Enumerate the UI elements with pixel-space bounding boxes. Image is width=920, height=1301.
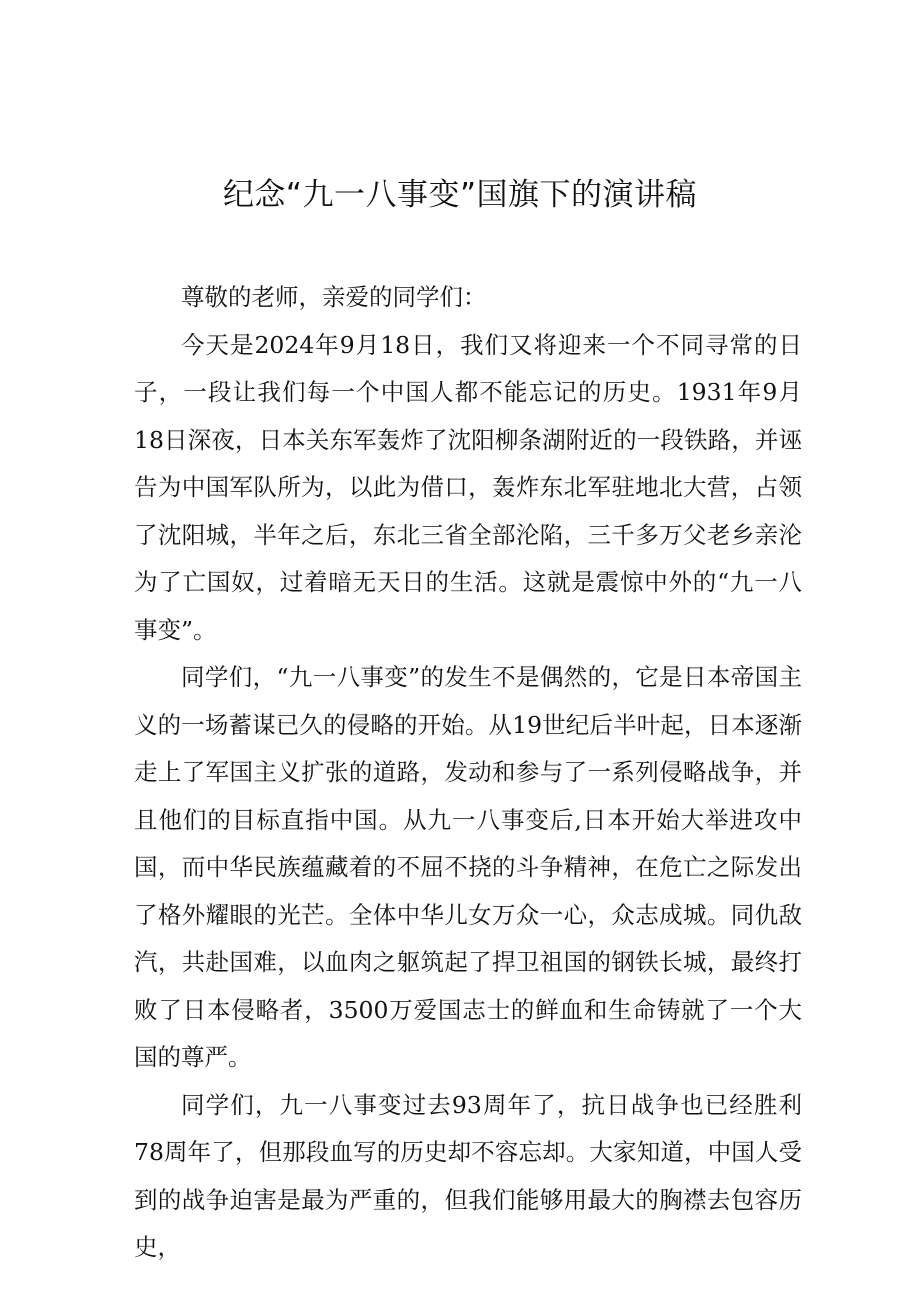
paragraph-1: 今天是2024年9月18日，我们又将迎来一个不同寻常的日子，一段让我们每一个中国人都不能忘记的历史。1931年9月18日深夜，日本关东军轰炸了沈阳柳条湖附近的一段铁路，并诬告为中国军队所为，以此为借口，轰炸东北军驻地北大营，占领了沈阳城，半年之后，东北三省全部沦陷，三千多万父老乡亲沦为了亡国奴，过着暗无天日的生活。这就是震惊中外的“九一八事变”。: [134, 330, 802, 644]
greeting-paragraph: 尊敬的老师，亲爱的同学们：: [181, 283, 487, 311]
paragraph-3: 同学们，九一八事变过去93周年了，抗日战争也已经胜利78周年了，但那段血写的历史却不容忘却。大家知道，中国人受到的战争迫害是最为严重的，但我们能够用最大的胸襟去包容历史，: [134, 1090, 802, 1261]
document-title: 纪念“九一八事变”国旗下的演讲稿: [222, 177, 698, 213]
document-body: [134, 274, 802, 1272]
paragraph-2: 同学们，“九一八事变”的发生不是偶然的，它是日本帝国主义的一场蓄谋已久的侵略的开始。从19世纪后半叶起，日本逐渐走上了军国主义扩张的道路，发动和参与了一系列侵略战争，并且他们的目标直指中国。从九一八事变后,日本开始大举进攻中国，而中华民族蕴藏着的不屈不挠的斗争精神，在危亡之际发出了格外耀眼的光芒。全体中华儿女万众一心，众志成城。同仇敌汽，共赴国难，以血肉之躯筑起了捍卫祖国的钢铁长城，最终打败了日本侵略者，3500万爱国志士的鲜血和生命铸就了一个大国的尊严。: [134, 663, 802, 1071]
